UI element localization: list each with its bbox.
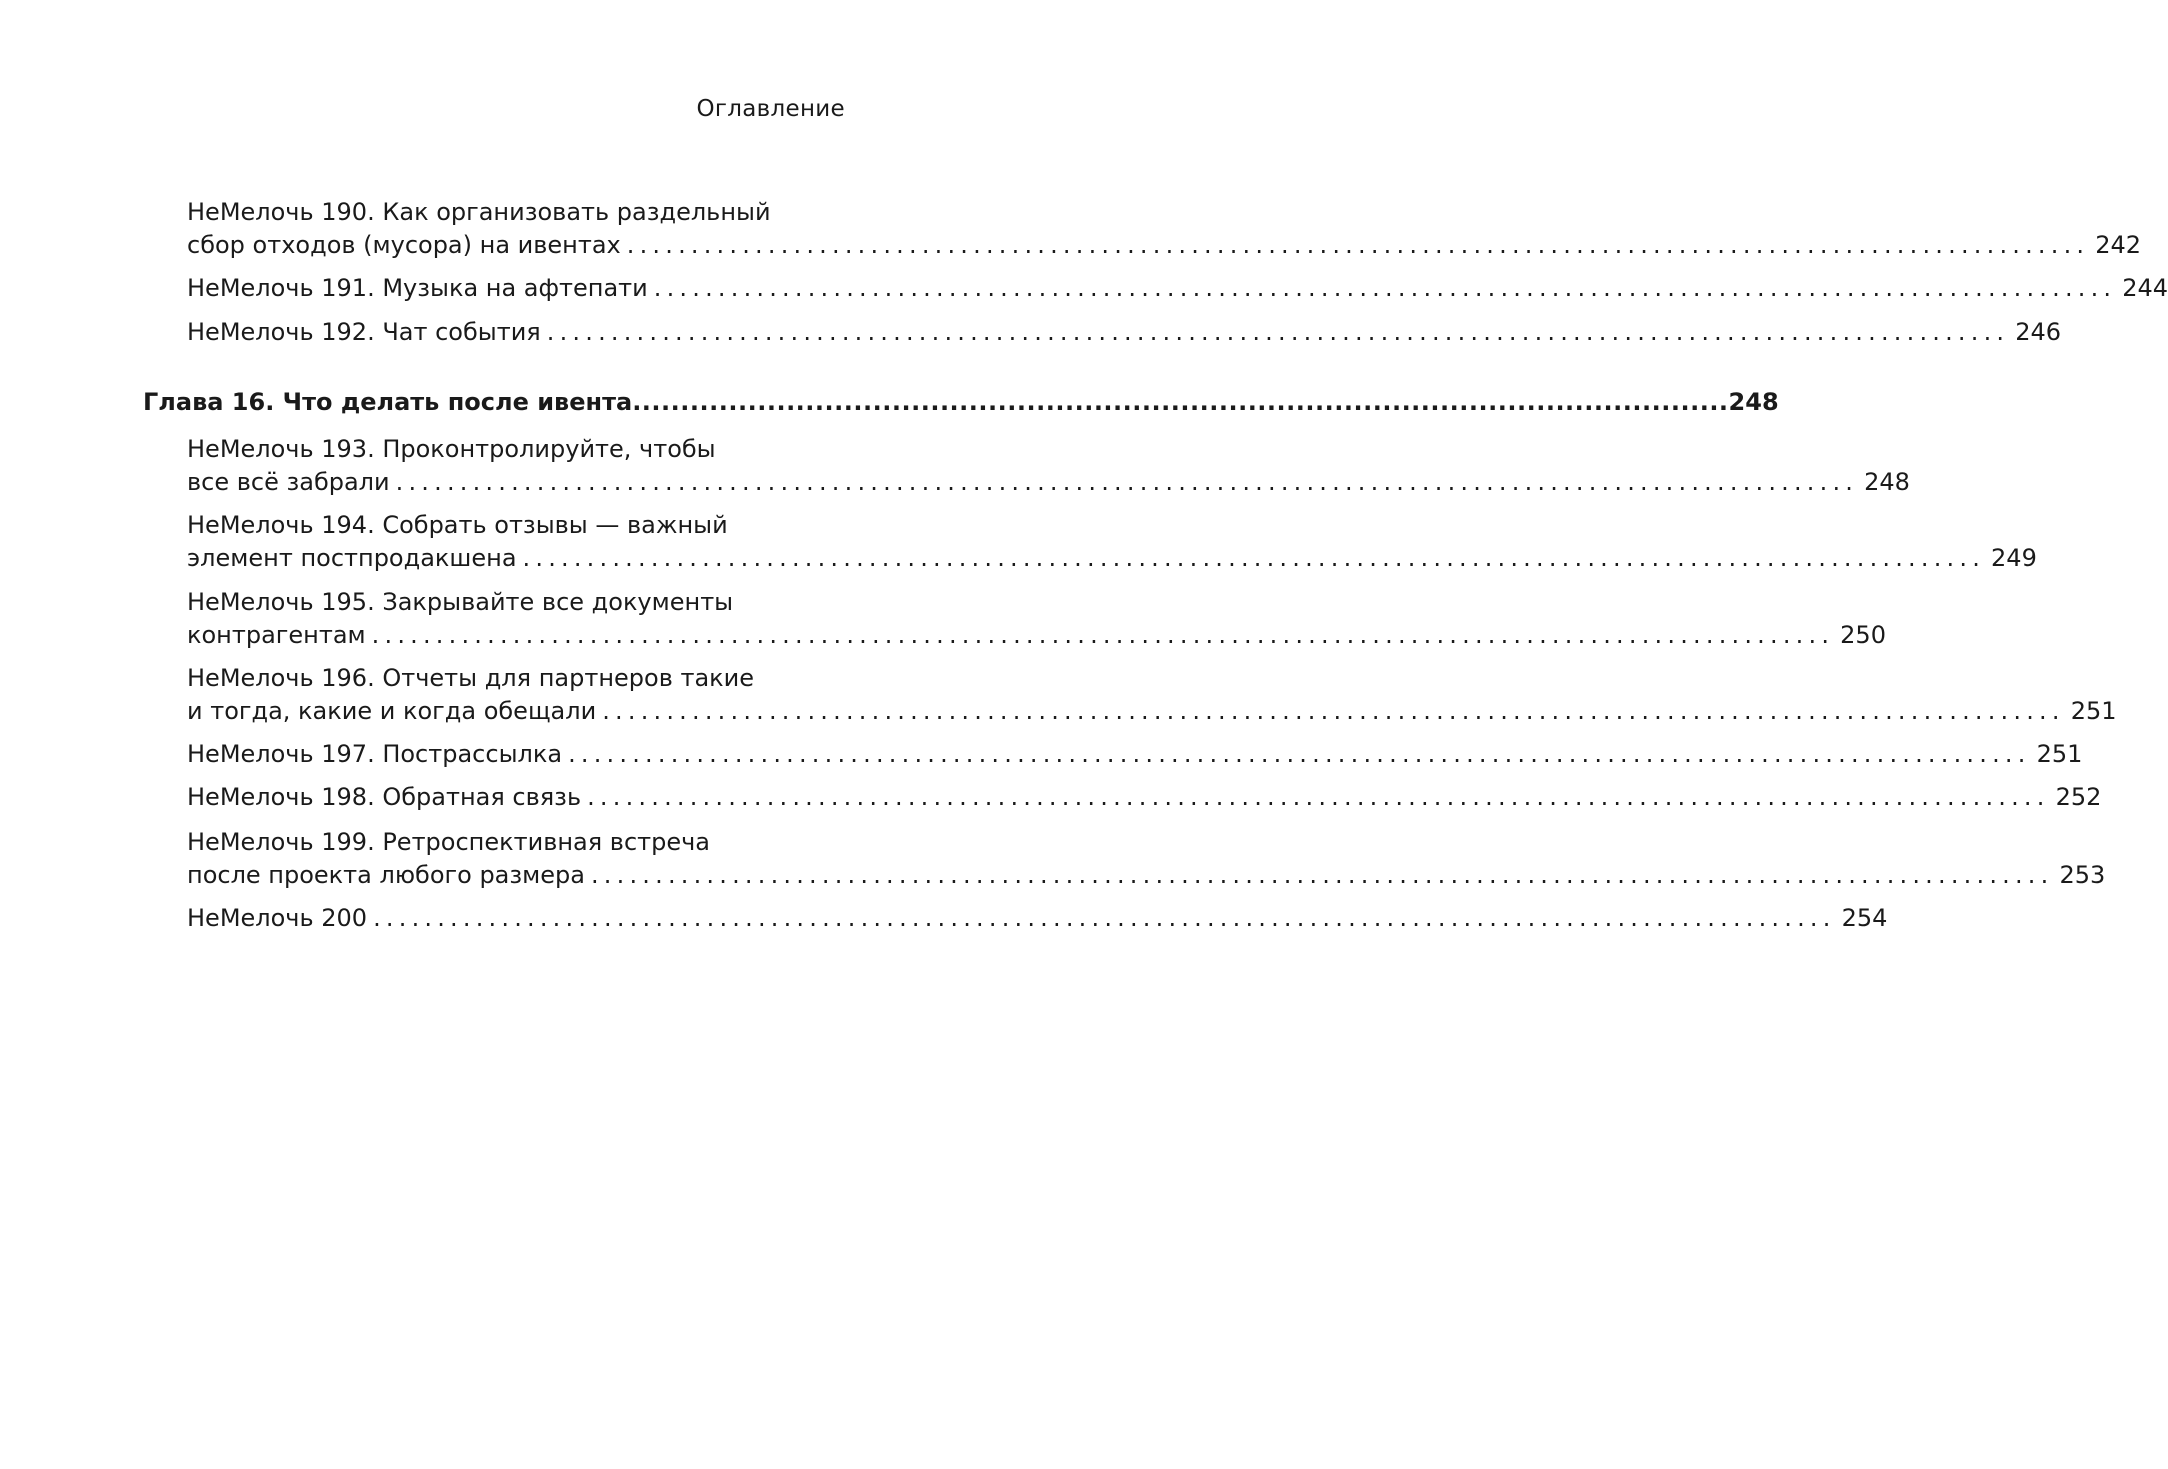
- page-number: 248: [1728, 388, 1779, 416]
- page-number: 252: [2055, 783, 2102, 811]
- toc-entry-190[interactable]: [187, 196, 2142, 262]
- toc-entry-title-line1: НеМелочь 199. Ретроспективная встреча: [187, 828, 711, 856]
- page-number: 249: [1991, 544, 2037, 572]
- chapter-title: Глава 16. Что делать после ивента: [143, 388, 633, 416]
- toc-entry-last-line: [187, 781, 2102, 814]
- toc-entry-194[interactable]: [187, 509, 2037, 575]
- toc-entry-title-line2: элемент постпродакшена: [187, 544, 517, 572]
- toc-entry-title-line2: и тогда, какие и когда обещали: [187, 697, 597, 725]
- page-number: 251: [2070, 697, 2117, 725]
- toc-entry-last-line: [187, 229, 2142, 262]
- page-number: 251: [2036, 740, 2083, 768]
- toc-entry-192[interactable]: [187, 316, 2062, 349]
- toc-entry-title-line1: НеМелочь 193. Проконтролируйте, чтобы: [187, 435, 716, 463]
- toc-entry-193[interactable]: [187, 433, 1910, 499]
- dot-leader: ..................................................................................................................: [590, 861, 2054, 889]
- toc-entry-title: НеМелочь 191. Музыка на афтепати: [187, 274, 648, 302]
- dot-leader: ..................................................................................................................: [371, 621, 1835, 649]
- toc-entry-title-line2: сбор отходов (мусора) на ивентах: [187, 231, 621, 259]
- page-number: 254: [1841, 904, 1888, 932]
- toc-entry-195[interactable]: [187, 586, 1886, 652]
- toc-entry-first-line: [187, 433, 843, 466]
- toc-entry-title: НеМелочь 197. Пострассылка: [187, 740, 563, 768]
- toc-entry-title-line1: НеМелочь 194. Собрать отзывы — важный: [187, 511, 728, 539]
- toc-entry-first-line: [187, 826, 843, 859]
- toc-entry-last-line: [187, 542, 2037, 575]
- dot-leader: ..................................................................................................................: [602, 697, 2065, 725]
- dot-leader: ..................................................................................................................: [522, 544, 1986, 572]
- toc-entry-first-line: [187, 509, 843, 542]
- toc-entry-196[interactable]: [187, 662, 2117, 728]
- toc-entry-title: НеМелочь 200: [187, 904, 368, 932]
- toc-entry-title-line2: все всё забрали: [187, 468, 390, 496]
- page-number: 253: [2059, 861, 2106, 889]
- toc-entry-last-line: [187, 738, 2083, 771]
- toc-entry-title-line1: НеМелочь 195. Закрывайте все документы: [187, 588, 734, 616]
- page-number: 242: [2095, 231, 2142, 259]
- page-number: 244: [2122, 274, 2168, 302]
- toc-entry-197[interactable]: [187, 738, 2083, 771]
- toc-entry-last-line: [187, 902, 1888, 935]
- dot-leader: ..................................................................................................................: [626, 231, 2090, 259]
- toc-chapter-16[interactable]: [143, 386, 1779, 419]
- toc-entry-198[interactable]: [187, 781, 2102, 814]
- dot-leader: ..................................................................................................................: [373, 904, 1836, 932]
- toc-entry-last-line: [187, 316, 2062, 349]
- toc-entry-200[interactable]: [187, 902, 1888, 935]
- page-number: 250: [1840, 621, 1886, 649]
- dot-leader: ..................................................................................................................: [587, 783, 2050, 811]
- toc-entry-title: НеМелочь 192. Чат события: [187, 318, 541, 346]
- toc-entry-last-line: [187, 272, 2168, 305]
- toc-entry-199[interactable]: [187, 826, 2106, 892]
- toc-entry-first-line: [187, 196, 843, 229]
- dot-leader: ..................................................................................................................: [568, 740, 2031, 768]
- toc-chapter-line: [143, 386, 1779, 419]
- toc-entry-title-line1: НеМелочь 190. Как организовать раздельный: [187, 198, 771, 226]
- toc-entry-first-line: [187, 586, 843, 619]
- toc-entry-191[interactable]: [187, 272, 2168, 305]
- toc-entry-title: НеМелочь 198. Обратная связь: [187, 783, 582, 811]
- dot-leader: ..................................................................................................................: [546, 318, 2010, 346]
- toc-entry-first-line: [187, 662, 843, 695]
- page-number: 246: [2015, 318, 2062, 346]
- toc-entry-title-line2: после проекта любого размера: [187, 861, 585, 889]
- toc-entry-last-line: [187, 619, 1886, 652]
- page-number: 248: [1864, 468, 1910, 496]
- toc-entry-title-line2: контрагентам: [187, 621, 366, 649]
- dot-leader: ..................................................................................................................: [653, 274, 2117, 302]
- running-head: Оглавление: [696, 96, 845, 122]
- toc-entry-last-line: [187, 466, 1910, 499]
- toc-entry-last-line: [187, 859, 2106, 892]
- dot-leader: ..................................................................................................................: [395, 468, 1859, 496]
- toc-entry-title-line1: НеМелочь 196. Отчеты для партнеров такие: [187, 664, 755, 692]
- toc-entry-last-line: [187, 695, 2117, 728]
- dot-leader: ..................................................................................................................: [632, 388, 1729, 416]
